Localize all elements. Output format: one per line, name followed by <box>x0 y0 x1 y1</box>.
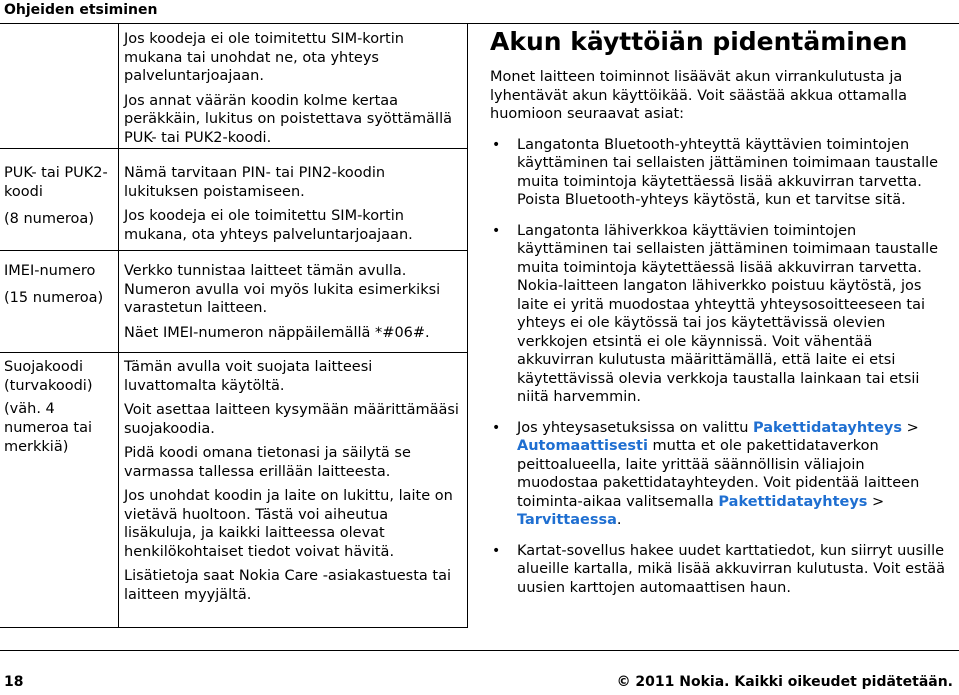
codes-table <box>0 24 468 628</box>
code-name: Suojakoodi (turvakoodi) <box>4 359 93 394</box>
page-number: 18 <box>4 674 24 690</box>
table-cell-text: Näet IMEI-numeron näppäilemällä *#06#. <box>124 324 430 341</box>
table-cell-text: Nämä tarvitaan PIN- tai PIN2-koodin lukituksen poistamiseen. <box>124 165 386 200</box>
table-row-1-label <box>4 164 114 237</box>
code-length: (väh. 4 numeroa tai merkkiä) <box>4 401 93 455</box>
page-header <box>0 0 959 24</box>
table-bottom-border <box>0 627 468 628</box>
list-item <box>490 222 950 407</box>
section-title: Ohjeiden etsiminen <box>4 2 158 18</box>
bullet-icon: • <box>492 419 501 436</box>
list-item-text: Langatonta Bluetooth-yhteyttä käyttävien toimintojen käyttäminen tai sellaisten jättäminen toimimaan taustalle muita toimintoja käytettäessä lisää akkuvirran tarvetta. Poista Bluetooth-yhteys käytöstä, kun et tarvitse sitä. <box>517 136 939 208</box>
table-cell-text: Tämän avulla voit suojata laitteesi luvattomalta käytöltä. <box>124 359 373 394</box>
table-row-1-description <box>124 164 464 250</box>
code-name: PUK- tai PUK2-koodi <box>4 165 108 200</box>
tips-list <box>490 136 950 598</box>
copyright-notice: © 2011 Nokia. Kaikki oikeudet pidätetään. <box>616 674 953 690</box>
intro-paragraph: Monet laitteen toiminnot lisäävät akun virrankulutusta ja lyhentävät akun käyttöikää. Voit säästää akkua ottamalla huomioon seuraavat asiat: <box>490 69 908 122</box>
menu-link-packet-data[interactable]: Pakettidatayhteys <box>718 493 868 510</box>
table-row-2-description <box>124 262 464 348</box>
text-run: mutta et ole pakettidataverkon peittoalueella, laite yrittää säännöllisin väliajoin muodostaa pakettidatayhteyden. Voit pidentää laitteen toiminta-aikaa valitsemalla <box>517 438 920 510</box>
menu-link-when-needed[interactable]: Tarvittaessa <box>517 512 617 528</box>
table-cell-text: Verkko tunnistaa laitteet tämän avulla. Numeron avulla voi myös lukita esimerkiksi varastetun laitteen. <box>124 263 441 316</box>
table-row-divider <box>0 250 468 251</box>
table-row-0-description <box>124 30 464 153</box>
bullet-icon: • <box>492 542 501 559</box>
footer-divider <box>0 650 959 651</box>
page-footer <box>0 650 959 695</box>
text-run: . <box>616 512 622 528</box>
battery-section <box>490 26 950 609</box>
section-heading: Akun käyttöiän pidentäminen <box>490 27 908 56</box>
table-cell-text: Pidä koodi omana tietonasi ja säilytä se varmassa tallessa erillään laitteesta. <box>124 445 411 480</box>
table-cell-text: Jos annat väärän koodin kolme kertaa peräkkäin, lukitus on poistettava syöttämällä PUK- tai PUK2-koodi. <box>124 92 452 146</box>
list-item <box>490 542 950 598</box>
table-column-divider <box>118 24 119 628</box>
path-separator: > <box>902 419 919 436</box>
menu-link-automatic[interactable]: Automaattisesti <box>517 438 648 454</box>
path-separator: > <box>867 493 885 510</box>
list-item-text: Langatonta lähiverkkoa käyttävien toimintojen käyttäminen tai sellaisten jättäminen toimimaan taustalle muita toimintoja käytettäessä lisää akkuvirran tarvetta. Nokia-laitteen langaton lähiverkko poistuu käytöstä, jos laite ei yritä muodostaa yhteyttä yhteysosoitteeseen tai yhteys ei ole käytössä tai jos käytettävissä olevien verkkojen etsintä ei ole käynnissä. Voit vähentää akkuvirran kulutusta määrittämällä, että laite ei etsi käytettävissä olevia verkkoja taustalla lainkaan tai etsii niitä harvemmin. <box>517 222 939 405</box>
code-length: (8 numeroa) <box>4 211 94 227</box>
menu-link-packet-data[interactable]: Pakettidatayhteys <box>753 419 903 436</box>
table-row-3-description <box>124 358 464 610</box>
list-item-text: Kartat-sovellus hakee uudet karttatiedot, kun siirryt uusille alueille kartalla, mikä lisää akkuvirran kulutusta. Voit estää uusien karttojen automaattisen haun. <box>517 542 946 596</box>
table-cell-text: Jos unohdat koodin ja laite on lukittu, laite on vietävä huoltoon. Tästä voi aiheutua lisäkuluja, ja kaikki laitteessa olevat henkilökohtaiset tiedot voivat hävitä. <box>124 488 453 560</box>
table-cell-text: Jos koodeja ei ole toimitettu SIM-kortin mukana, ota yhteys palveluntarjoajaan. <box>124 208 413 243</box>
table-right-border <box>467 24 468 628</box>
table-row-2-label <box>4 262 114 316</box>
text-run: Jos yhteysasetuksissa on valittu <box>517 419 754 436</box>
table-row-3-label <box>4 358 114 465</box>
list-item <box>490 419 950 530</box>
table-cell-text: Voit asettaa laitteen kysymään määrittämääsi suojakoodia. <box>124 402 459 437</box>
code-name: IMEI-numero <box>4 263 96 279</box>
table-cell-text: Jos koodeja ei ole toimitettu SIM-kortin mukana tai unohdat ne, ota yhteys palveluntarjoajaan. <box>124 31 404 84</box>
bullet-icon: • <box>492 222 501 239</box>
code-length: (15 numeroa) <box>4 290 104 306</box>
bullet-icon: • <box>492 136 501 153</box>
table-cell-text: Lisätietoja saat Nokia Care -asiakastuesta tai laitteen myyjältä. <box>124 568 452 603</box>
list-item <box>490 136 950 210</box>
table-row-divider <box>0 352 468 353</box>
list-item-text <box>517 420 919 529</box>
